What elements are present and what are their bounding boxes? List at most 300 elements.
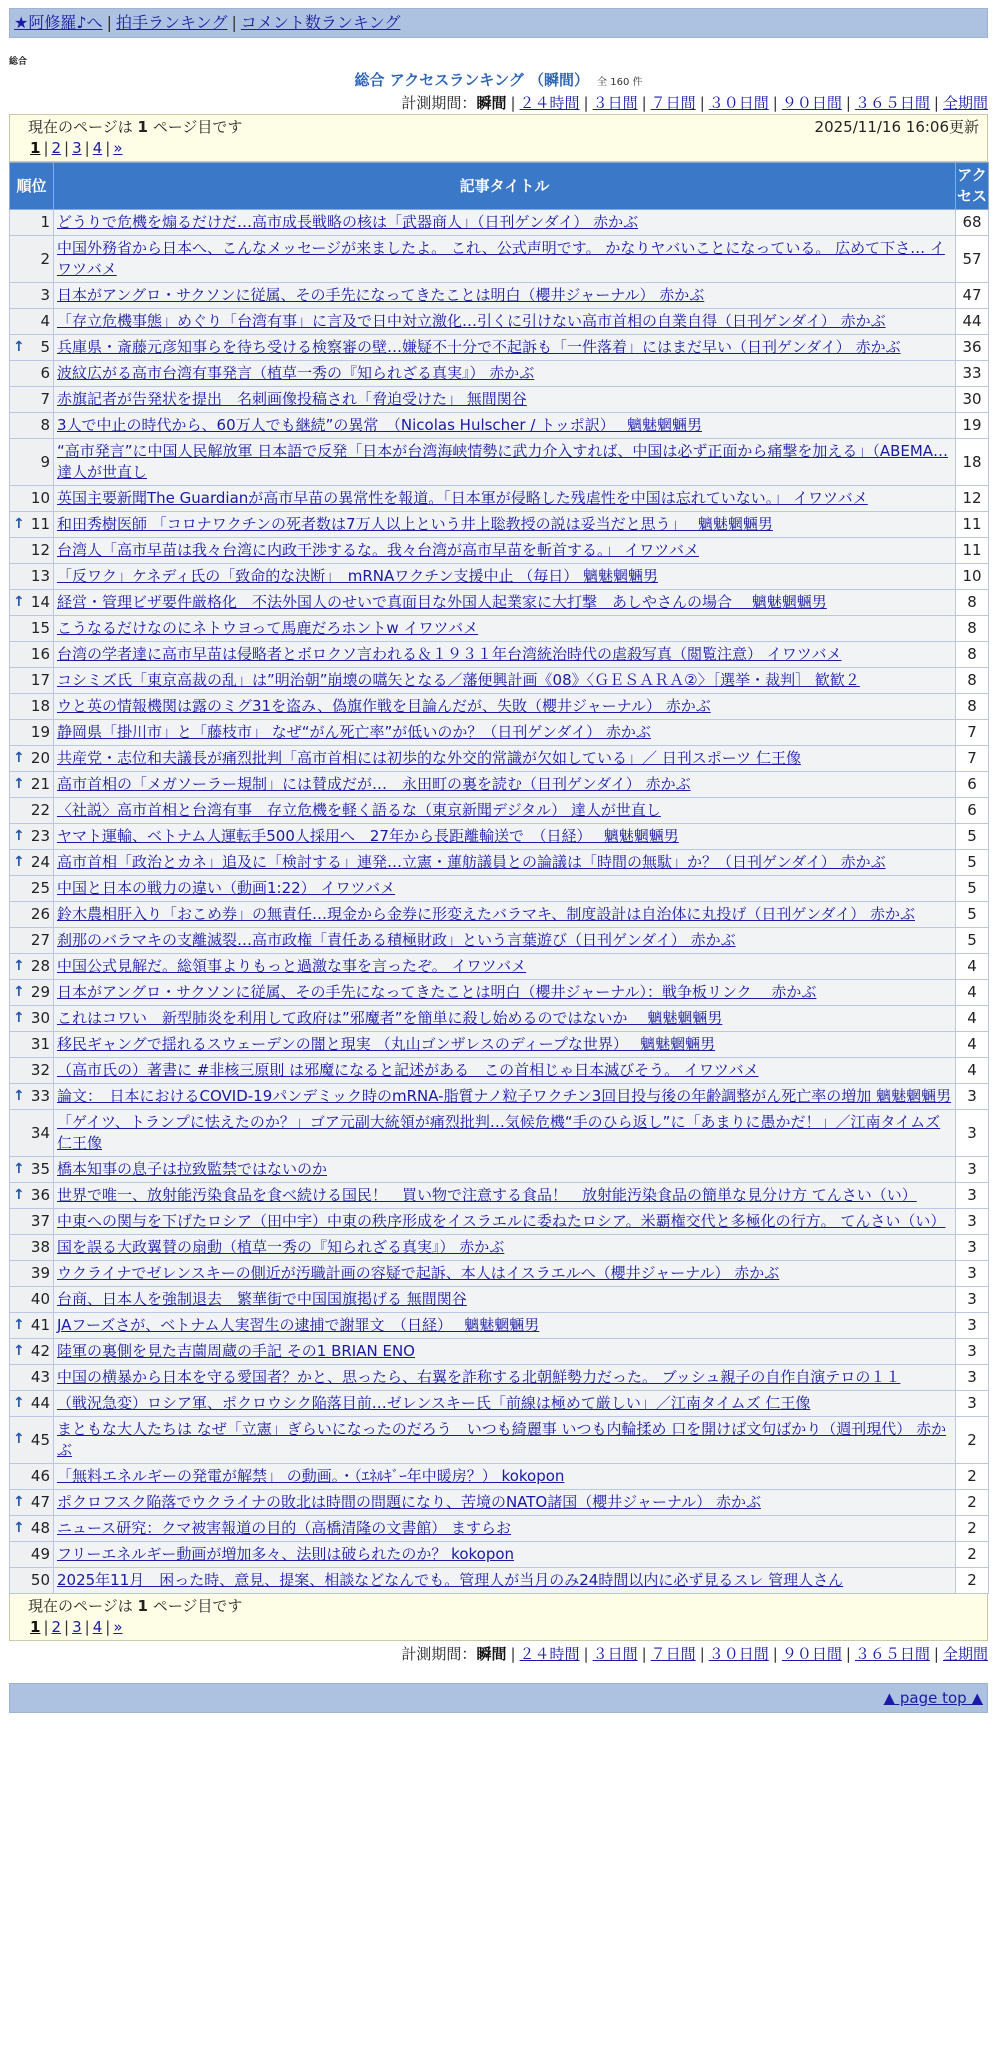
access-count: 2 (956, 1568, 989, 1594)
rank-cell (10, 850, 54, 876)
rank-number: 2 (40, 249, 50, 268)
title-cell (54, 1313, 956, 1339)
article-link[interactable]: コシミズ氏「東京高裁の乱」は”明治朝”崩壊の嚆矢となる／藩便興計画《08》〈ＧＥＳＡＲＡ②〉［選挙・裁判］ 歓歓２ (57, 671, 860, 689)
article-link[interactable]: こうなるだけなのにネトウヨって馬鹿だろホントw イワツバメ (57, 619, 479, 637)
page-link[interactable]: 3 (72, 1618, 82, 1636)
access-count: 2 (956, 1417, 989, 1464)
article-link[interactable]: 台湾の学者達に高市早苗は侵略者とボロクソ言われる＆１９３１年台湾統治時代の虐殺写真（閲覧注意） イワツバメ (57, 645, 842, 663)
title-cell (54, 387, 956, 413)
table-row (10, 1084, 989, 1110)
up-arrow-icon: ↑ (13, 1342, 25, 1359)
table-row (10, 798, 989, 824)
table-row (10, 564, 989, 590)
article-link[interactable]: 〈社説〉高市首相と台湾有事 存立危機を軽く語るな（東京新聞デジタル） 達人が世直し (57, 801, 661, 819)
top-nav-bar (9, 8, 988, 38)
rank-number: 42 (30, 1342, 50, 1360)
period-current: 瞬間 (476, 94, 507, 112)
up-arrow-icon: ↑ (13, 1009, 25, 1026)
article-link[interactable]: 共産党・志位和夫議長が痛烈批判「高市首相には初歩的な外交的常識が欠如している」／ 日刊スポーツ 仁王像 (57, 749, 801, 767)
table-row (10, 1032, 989, 1058)
access-count: 4 (956, 954, 989, 980)
rank-cell (10, 720, 54, 746)
table-row (10, 824, 989, 850)
title-cell (54, 1157, 956, 1183)
table-row (10, 361, 989, 387)
rank-number: 13 (30, 567, 50, 585)
access-count: 4 (956, 1032, 989, 1058)
table-row (10, 283, 989, 309)
title-cell (54, 1058, 956, 1084)
title-cell (54, 283, 956, 309)
table-row (10, 1183, 989, 1209)
pager (28, 1617, 979, 1638)
period-links (506, 1645, 988, 1663)
rank-cell (10, 387, 54, 413)
page-link[interactable]: 2 (51, 139, 62, 157)
title-cell (54, 772, 956, 798)
title-cell (54, 1391, 956, 1417)
up-arrow-icon: ↑ (13, 338, 25, 355)
rank-cell (10, 1032, 54, 1058)
period-link[interactable]: ３０日間 (708, 94, 769, 112)
title-cell (54, 902, 956, 928)
nav-separator: | (231, 13, 237, 32)
title-cell (54, 1365, 956, 1391)
title-cell (54, 1032, 956, 1058)
period-link[interactable]: ９０日間 (781, 1645, 842, 1663)
title-cell (54, 361, 956, 387)
article-link[interactable]: 世界で唯一、放射能汚染食品を食べ続ける国民！ 買い物で注意する食品！ 放射能汚染食品の簡単な見分け方 てんさい（い） (57, 1186, 917, 1204)
title-cell (54, 616, 956, 642)
rank-number: 28 (30, 957, 50, 975)
period-link[interactable]: 全期間 (942, 94, 988, 112)
rank-cell (10, 361, 54, 387)
rank-cell (10, 616, 54, 642)
table-row (10, 1313, 989, 1339)
article-link[interactable]: （戦況急変）ロシア軍、ポクロウシク陥落目前…ゼレンスキー氏「前線は極めて厳しい」／江南タイムズ 仁王像 (57, 1394, 811, 1412)
period-separator: | (933, 94, 939, 112)
title-cell (54, 1516, 956, 1542)
article-link[interactable]: 高市首相「政治とカネ」追及に「検討する」連発…立憲・蓮舫議員との論議は「時間の無駄」か？（日刊ゲンダイ） 赤かぶ (57, 853, 886, 871)
rank-cell (10, 283, 54, 309)
table-row (10, 642, 989, 668)
access-count: 68 (956, 210, 989, 236)
rank-header: 順位 (10, 163, 54, 210)
rank-number: 27 (30, 931, 50, 949)
title-cell (54, 236, 956, 283)
table-row (10, 387, 989, 413)
rank-number: 36 (30, 1186, 50, 1204)
rank-cell (10, 1183, 54, 1209)
title-cell (54, 1084, 956, 1110)
page-link[interactable]: 1 (30, 1618, 41, 1636)
article-link[interactable]: 陸軍の裏側を見た吉薗周蔵の手記 その1 BRIAN ENO (57, 1342, 415, 1360)
period-separator: | (772, 94, 778, 112)
up-arrow-icon: ↑ (13, 853, 25, 870)
period-separator: | (510, 94, 516, 112)
article-link[interactable]: 移民ギャングで揺れるスウェーデンの闇と現実 （丸山ゴンザレスのディープな世界） 魑魅魍魎男 (57, 1035, 716, 1053)
article-link[interactable]: 台商、日本人を強制退去 繁華街で中国国旗掲げる 無間関谷 (57, 1290, 467, 1308)
current-page-text: 現在のページは 1 ページ目です (28, 118, 243, 136)
period-links (506, 94, 988, 112)
rank-cell (10, 1542, 54, 1568)
up-arrow-icon: ↑ (13, 593, 25, 610)
title-cell (54, 590, 956, 616)
table-row (10, 1568, 989, 1594)
article-link[interactable]: フリーエネルギー動画が増加多々、法則は破られたのか？ kokopon (57, 1545, 515, 1563)
access-count: 5 (956, 850, 989, 876)
home-link[interactable]: ★阿修羅♪へ (14, 13, 103, 32)
rank-cell (10, 1464, 54, 1490)
title-cell (54, 746, 956, 772)
rank-number: 9 (40, 452, 50, 471)
period-link[interactable]: ７日間 (650, 94, 696, 112)
rank-cell (10, 1568, 54, 1594)
period-link[interactable]: ３６５日間 (854, 94, 930, 112)
title-cell (54, 876, 956, 902)
access-count: 57 (956, 236, 989, 283)
access-count: 3 (956, 1339, 989, 1365)
table-row (10, 772, 989, 798)
article-link[interactable]: 中国外務省から日本へ、こんなメッセージが来ましたよ。 これ、公式声明です。 かなりヤバいことになっている。 広めて下さ… イワツバメ (57, 239, 945, 278)
access-count: 36 (956, 335, 989, 361)
up-arrow-icon: ↑ (13, 827, 25, 844)
rank-number: 4 (40, 312, 50, 330)
table-row (10, 1365, 989, 1391)
table-row (10, 616, 989, 642)
ranking-table-body (10, 210, 989, 1594)
rank-number: 8 (40, 416, 50, 434)
access-count: 3 (956, 1235, 989, 1261)
period-link[interactable]: ３日間 (592, 1645, 638, 1663)
up-arrow-icon: ↑ (13, 749, 25, 766)
access-count: 2 (956, 1464, 989, 1490)
table-row (10, 720, 989, 746)
rank-cell (10, 1391, 54, 1417)
access-count: 2 (956, 1490, 989, 1516)
article-link[interactable]: 兵庫県・斎藤元彦知事らを待ち受ける検察審の壁…嫌疑不十分で不起訴も「一件落着」にはまだ早い（日刊ゲンダイ） 赤かぶ (57, 338, 901, 356)
bottom-bar (9, 1683, 988, 1713)
ranking-title-line (9, 71, 988, 92)
rank-cell (10, 980, 54, 1006)
total-count: 全 160 件 (597, 77, 643, 88)
article-link[interactable]: 「無料エネルギーの発電が解禁」 の動画。・（ｴﾈﾙｷﾞｰ年中暖房？） kokopon (57, 1467, 565, 1485)
rank-cell (10, 1313, 54, 1339)
period-link[interactable]: ２４時間 (519, 94, 580, 112)
access-count: 18 (956, 439, 989, 486)
article-link[interactable]: 英国主要新聞The Guardianが高市早苗の異常性を報道。「日本軍が侵略した残虐性を中国は忘れていない。」 イワツバメ (57, 489, 868, 507)
access-count: 3 (956, 1110, 989, 1157)
next-page-link[interactable]: » (113, 139, 123, 157)
table-row (10, 1157, 989, 1183)
article-link[interactable]: 3人で中止の時代から、60万人でも継続”の異常 （Nicolas Hulscher / トッポ訳） 魑魅魍魎男 (57, 416, 702, 434)
table-row (10, 1464, 989, 1490)
table-row (10, 1490, 989, 1516)
access-count: 47 (956, 283, 989, 309)
table-row (10, 236, 989, 283)
title-cell (54, 1464, 956, 1490)
title-cell (54, 1110, 956, 1157)
access-count: 8 (956, 668, 989, 694)
rank-cell (10, 210, 54, 236)
rank-cell (10, 1110, 54, 1157)
rank-number: 5 (40, 338, 50, 356)
period-separator: | (641, 94, 647, 112)
article-link[interactable]: JAフーズさが、ベトナム人実習生の逮捕で謝罪文 （日経） 魑魅魍魎男 (57, 1316, 540, 1334)
table-row (10, 335, 989, 361)
article-link[interactable]: 日本がアングロ・サクソンに従属、その手先になってきたことは明白（櫻井ジャーナル）：戦争板リンク 赤かぶ (57, 983, 817, 1001)
rank-cell (10, 1516, 54, 1542)
pager-separator: | (43, 1618, 49, 1636)
rank-number: 11 (30, 515, 50, 533)
period-separator: | (699, 1645, 705, 1663)
up-arrow-icon: ↑ (13, 1087, 25, 1104)
rank-cell (10, 902, 54, 928)
title-header: 記事タイトル (54, 163, 956, 210)
period-link[interactable]: ７日間 (650, 1645, 696, 1663)
access-count: 8 (956, 642, 989, 668)
up-arrow-icon: ↑ (13, 515, 25, 532)
rank-number: 41 (30, 1316, 50, 1334)
article-link[interactable]: “高市発言”に中国人民解放軍 日本語で反発「日本が台湾海峡情勢に武力介入すれば、中国は必ず正面から痛撃を加える」（ABEMA… 達人が世直し (57, 442, 949, 481)
article-link[interactable]: ニュース研究：クマ被害報道の目的（高橋清隆の文書館） ますらお (57, 1519, 512, 1537)
article-link[interactable]: どうりで危機を煽るだけだ…高市成長戦略の核は「武器商人」（日刊ゲンダイ） 赤かぶ (57, 213, 639, 231)
clap-ranking-link[interactable]: 拍手ランキング (115, 13, 228, 32)
rank-cell (10, 1261, 54, 1287)
title-cell (54, 642, 956, 668)
rank-cell (10, 876, 54, 902)
pager-separator: | (64, 1618, 70, 1636)
pager (28, 138, 979, 159)
rank-number: 29 (30, 983, 50, 1001)
pager-separator: | (105, 139, 111, 157)
pagination-status-row (28, 117, 979, 138)
period-separator: | (845, 94, 851, 112)
title-cell (54, 538, 956, 564)
access-count: 5 (956, 928, 989, 954)
period-label: 計測期間： (401, 1645, 477, 1663)
rank-cell (10, 413, 54, 439)
title-cell (54, 1417, 956, 1464)
table-row (10, 1516, 989, 1542)
article-link[interactable]: 論文： 日本におけるCOVID-19パンデミック時のmRNA-脂質ナノ粒子ワクチン3回目投与後の年齢調整がん死亡率の増加 魑魅魍魎男 (57, 1087, 952, 1105)
pager-separator: | (105, 1618, 111, 1636)
table-row (10, 590, 989, 616)
rank-number: 18 (30, 697, 50, 715)
rank-number: 48 (30, 1519, 50, 1537)
article-link[interactable]: 波紋広がる高市台湾有事発言（植草一秀の『知られざる真実』） 赤かぶ (57, 364, 535, 382)
article-link[interactable]: 静岡県「掛川市」と「藤枝市」 なぜ“がん死亡率”が低いのか？（日刊ゲンダイ） 赤かぶ (57, 723, 651, 741)
page-top-link[interactable]: ▲ page top ▲ (883, 1689, 983, 1707)
table-row (10, 902, 989, 928)
access-count: 2 (956, 1542, 989, 1568)
rank-number: 26 (30, 905, 50, 923)
title-cell (54, 1287, 956, 1313)
title-cell (54, 1006, 956, 1032)
title-cell (54, 720, 956, 746)
access-count: 33 (956, 361, 989, 387)
article-link[interactable]: 高市首相の「メガソーラー規制」には賛成だが… 永田町の裏を読む（日刊ゲンダイ） 赤かぶ (57, 775, 691, 793)
access-count: 5 (956, 824, 989, 850)
rank-number: 16 (30, 645, 50, 663)
table-row (10, 668, 989, 694)
title-cell (54, 564, 956, 590)
table-row (10, 746, 989, 772)
pager-separator: | (84, 1618, 90, 1636)
rank-cell (10, 798, 54, 824)
article-link[interactable]: 橋本知事の息子は拉致監禁ではないのか (57, 1160, 328, 1178)
up-arrow-icon: ↑ (13, 1160, 25, 1177)
period-separator: | (641, 1645, 647, 1663)
access-count: 44 (956, 309, 989, 335)
current-page-text: 現在のページは 1 ページ目です (28, 1597, 243, 1615)
period-link[interactable]: 全期間 (942, 1645, 988, 1663)
up-arrow-icon: ↑ (13, 1394, 25, 1411)
access-count: 5 (956, 902, 989, 928)
title-cell (54, 850, 956, 876)
article-link[interactable]: 鈴木農相肝入り「おこめ券」の無責任…現金から金券に形変えたバラマキ、制度設計は自治体に丸投げ（日刊ゲンダイ） 赤かぶ (57, 905, 915, 923)
page-link[interactable]: 4 (92, 1618, 103, 1636)
period-separator: | (583, 1645, 589, 1663)
next-page-link[interactable]: » (113, 1618, 123, 1636)
title-cell (54, 980, 956, 1006)
article-link[interactable]: 赤旗記者が告発状を提出 名刺画像投稿され「脅迫受けた」 無間関谷 (57, 390, 527, 408)
rank-cell (10, 1209, 54, 1235)
table-row (10, 413, 989, 439)
rank-cell (10, 1157, 54, 1183)
article-link[interactable]: 和田秀樹医師 「コロナワクチンの死者数は7万人以上という井上聡教授の説は妥当だと思う」 魑魅魍魎男 (57, 515, 773, 533)
table-row (10, 512, 989, 538)
rank-cell (10, 824, 54, 850)
period-link[interactable]: ９０日間 (781, 94, 842, 112)
article-link[interactable]: 中国の横暴から日本を守る愛国者？かと、思ったら、右翼を詐称する北朝鮮勢力だった。 ブッシュ親子の自作自演テロの１１ (57, 1368, 901, 1386)
comment-ranking-link[interactable]: コメント数ランキング (240, 13, 401, 32)
rank-number: 32 (30, 1061, 50, 1079)
access-count: 7 (956, 746, 989, 772)
rank-number: 35 (30, 1160, 50, 1178)
table-row (10, 439, 989, 486)
period-link[interactable]: ３０日間 (708, 1645, 769, 1663)
access-count: 4 (956, 980, 989, 1006)
title-cell (54, 439, 956, 486)
rank-number: 45 (30, 1430, 50, 1449)
table-row (10, 694, 989, 720)
rank-cell (10, 1339, 54, 1365)
article-link[interactable]: 日本がアングロ・サクソンに従属、その手先になってきたことは明白（櫻井ジャーナル） 赤かぶ (57, 286, 705, 304)
page-link[interactable]: 3 (72, 139, 82, 157)
article-link[interactable]: ウと英の情報機関は露のミグ31を盗み、偽旗作戦を目論んだが、失敗（櫻井ジャーナル） 赤かぶ (57, 697, 711, 715)
access-count: 4 (956, 1058, 989, 1084)
table-row (10, 486, 989, 512)
article-link[interactable]: 「反ワク」ケネディ氏の「致命的な決断」 mRNAワクチン支援中止 （毎日） 魑魅魍魎男 (57, 567, 659, 585)
article-link[interactable]: 台湾人「高市早苗は我々台湾に内政干渉するな。我々台湾が高市早苗を斬首する。」 イワツバメ (57, 541, 699, 559)
period-link[interactable]: ３日間 (592, 94, 638, 112)
title-cell (54, 210, 956, 236)
table-row (10, 1261, 989, 1287)
page-link[interactable]: 1 (30, 139, 41, 157)
rank-number: 12 (30, 541, 50, 559)
article-link[interactable]: ヤマト運輸、ベトナム人運転手500人採用へ 27年から長距離輸送で （日経） 魑魅魍魎男 (57, 827, 679, 845)
article-link[interactable]: 「ゲイツ、トランプに怯えたのか？」ゴア元副大統領が痛烈批判…気候危機“手のひら返し”に「あまりに愚かだ！」／江南タイムズ 仁王像 (57, 1113, 941, 1152)
article-link[interactable]: 国を誤る大政翼賛の扇動（植草一秀の『知られざる真実』） 赤かぶ (57, 1238, 505, 1256)
rank-number: 7 (40, 390, 50, 408)
access-count: 8 (956, 590, 989, 616)
period-selector-bottom (9, 1643, 988, 1665)
article-link[interactable]: まともな大人たちは なぜ「立憲」ぎらいになったのだろう いつも綺麗事 いつも内輪揉め 口を開けば文句ばかり（週刊現代） 赤かぶ (57, 1420, 947, 1459)
up-arrow-icon: ↑ (13, 1186, 25, 1203)
article-link[interactable]: 中国と日本の戦力の違い（動画1:22） イワツバメ (57, 879, 396, 897)
title-cell (54, 413, 956, 439)
access-count: 19 (956, 413, 989, 439)
rank-cell (10, 1235, 54, 1261)
rank-number: 6 (40, 364, 50, 382)
title-cell (54, 1568, 956, 1594)
rank-cell (10, 512, 54, 538)
rank-cell (10, 694, 54, 720)
rank-cell (10, 538, 54, 564)
title-cell (54, 486, 956, 512)
rank-number: 50 (30, 1571, 50, 1589)
rank-number: 25 (30, 879, 50, 897)
title-cell (54, 798, 956, 824)
article-link[interactable]: ウクライナでゼレンスキーの側近が汚職計画の容疑で起訴、本人はイスラエルへ（櫻井ジャーナル） 赤かぶ (57, 1264, 780, 1282)
rank-cell (10, 335, 54, 361)
table-row (10, 928, 989, 954)
access-count: 3 (956, 1261, 989, 1287)
rank-number: 43 (30, 1368, 50, 1386)
period-separator: | (699, 94, 705, 112)
rank-number: 21 (30, 775, 50, 793)
rank-cell (10, 668, 54, 694)
table-row (10, 876, 989, 902)
article-link[interactable]: 中東への関与を下げたロシア（田中宇）中東の秩序形成をイスラエルに委ねたロシア。米覇権交代と多極化の行方。 てんさい（い） (57, 1212, 946, 1230)
article-link[interactable]: 経営・管理ビザ要件厳格化 不法外国人のせいで真面目な外国人起業家に大打撃 あしやさんの場合 魑魅魍魎男 (57, 593, 827, 611)
table-row (10, 1339, 989, 1365)
article-link[interactable]: 2025年11月 困った時、意見、提案、相談などなんでも。管理人が当月のみ24時間以内に必ず見るスレ 管理人さん (57, 1571, 844, 1589)
period-current: 瞬間 (476, 1645, 507, 1663)
period-link[interactable]: ３６５日間 (854, 1645, 930, 1663)
rank-number: 23 (30, 827, 50, 845)
rank-number: 10 (30, 489, 50, 507)
period-label: 計測期間： (401, 94, 477, 112)
access-count: 5 (956, 876, 989, 902)
article-link[interactable]: 刹那のバラマキの支離滅裂…高市政権「責任ある積極財政」という言葉遊び（日刊ゲンダイ） 赤かぶ (57, 931, 736, 949)
access-count: 6 (956, 798, 989, 824)
article-link[interactable]: これはコワい 新型肺炎を利用して政府は”邪魔者”を簡単に殺し始めるのではないか 魑魅魍魎男 (57, 1009, 723, 1027)
page-link[interactable]: 4 (92, 139, 103, 157)
rank-number: 40 (30, 1290, 50, 1308)
rank-number: 46 (30, 1467, 50, 1485)
period-link[interactable]: ２４時間 (519, 1645, 580, 1663)
period-separator: | (845, 1645, 851, 1663)
table-header-row (10, 163, 989, 210)
rank-number: 44 (30, 1394, 50, 1412)
rank-number: 19 (30, 723, 50, 741)
article-link[interactable]: ポクロフスク陥落でウクライナの敗北は時間の問題になり、苦境のNATO諸国（櫻井ジャーナル） 赤かぶ (57, 1493, 761, 1511)
rank-cell (10, 236, 54, 283)
page-link[interactable]: 2 (51, 1618, 62, 1636)
article-link[interactable]: 中国公式見解だ。総領事よりもっと過激な事を言ったぞ。 イワツバメ (57, 957, 527, 975)
access-count: 3 (956, 1365, 989, 1391)
rank-number: 33 (30, 1087, 50, 1105)
article-link[interactable]: 「存立危機事態」めぐり「台湾有事」に言及で日中対立激化…引くに引けない高市首相の自業自得（日刊ゲンダイ） 赤かぶ (57, 312, 886, 330)
table-row (10, 538, 989, 564)
pagination-box-bottom (9, 1594, 988, 1641)
access-count: 3 (956, 1183, 989, 1209)
access-count: 3 (956, 1287, 989, 1313)
rank-number: 22 (30, 801, 50, 819)
article-link[interactable]: （高市氏の）著書に #非核三原則 は邪魔になると記述がある この首相じゃ日本滅びそう。 イワツバメ (57, 1061, 759, 1079)
